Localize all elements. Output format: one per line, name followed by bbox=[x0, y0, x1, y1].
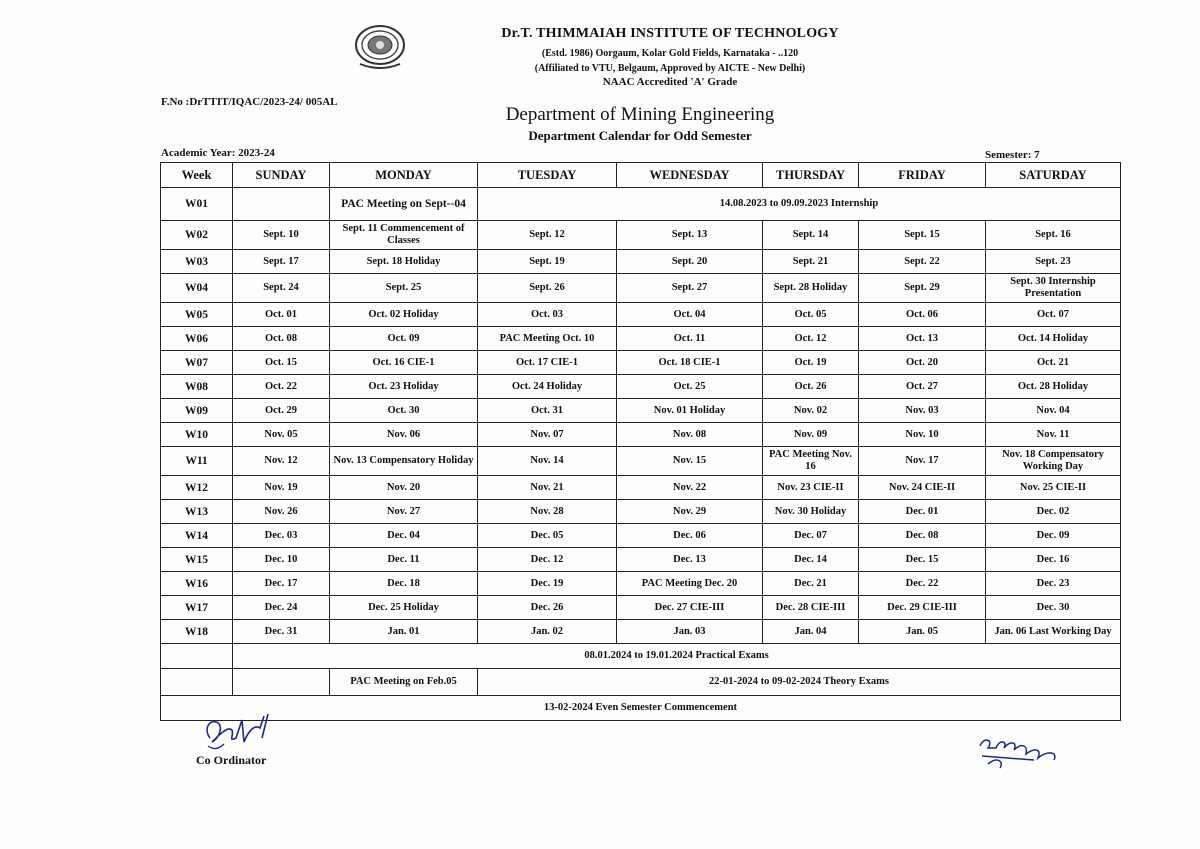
semester-label: Semester: 7 bbox=[985, 149, 1040, 161]
thursday-cell: Oct. 12 bbox=[763, 327, 859, 351]
saturday-cell: Oct. 21 bbox=[986, 351, 1121, 375]
friday-cell: Dec. 08 bbox=[859, 524, 986, 548]
sunday-cell: Dec. 24 bbox=[233, 596, 330, 620]
table-row bbox=[161, 423, 1121, 447]
thursday-cell: Sept. 21 bbox=[763, 250, 859, 274]
monday-cell: Oct. 16 CIE-1 bbox=[330, 351, 478, 375]
wednesday-cell: Sept. 13 bbox=[617, 221, 763, 250]
monday-cell: Dec. 18 bbox=[330, 572, 478, 596]
sunday-cell: Nov. 05 bbox=[233, 423, 330, 447]
saturday-cell: Oct. 07 bbox=[986, 303, 1121, 327]
thursday-cell: PAC Meeting Nov. 16 bbox=[763, 447, 859, 476]
tuesday-cell: Dec. 12 bbox=[478, 548, 617, 572]
table-row bbox=[161, 548, 1121, 572]
thursday-cell: Nov. 02 bbox=[763, 399, 859, 423]
tuesday-cell: Sept. 12 bbox=[478, 221, 617, 250]
sunday-cell: Nov. 19 bbox=[233, 476, 330, 500]
tuesday-cell: Nov. 07 bbox=[478, 423, 617, 447]
friday-cell: Sept. 15 bbox=[859, 221, 986, 250]
friday-cell: Oct. 27 bbox=[859, 375, 986, 399]
week-cell: W03 bbox=[161, 250, 233, 274]
sunday-cell: Oct. 22 bbox=[233, 375, 330, 399]
thursday-cell: Dec. 28 CIE-III bbox=[763, 596, 859, 620]
tuesday-cell: Jan. 02 bbox=[478, 620, 617, 644]
sunday-cell bbox=[233, 188, 330, 221]
monday-cell: PAC Meeting on Sept--04 bbox=[330, 188, 478, 221]
table-row bbox=[161, 274, 1121, 303]
table-row bbox=[161, 476, 1121, 500]
tuesday-cell: Dec. 26 bbox=[478, 596, 617, 620]
col-header-wednesday: WEDNESDAY bbox=[617, 163, 763, 188]
table-row bbox=[161, 399, 1121, 423]
wednesday-cell: Nov. 15 bbox=[617, 447, 763, 476]
table-row bbox=[161, 644, 1121, 669]
thursday-cell: Oct. 19 bbox=[763, 351, 859, 375]
saturday-cell: Dec. 23 bbox=[986, 572, 1121, 596]
friday-cell: Sept. 22 bbox=[859, 250, 986, 274]
table-row bbox=[161, 250, 1121, 274]
wednesday-cell: Sept. 27 bbox=[617, 274, 763, 303]
col-header-thursday: THURSDAY bbox=[763, 163, 859, 188]
tuesday-cell: PAC Meeting Oct. 10 bbox=[478, 327, 617, 351]
monday-cell: Nov. 27 bbox=[330, 500, 478, 524]
wednesday-cell: Nov. 29 bbox=[617, 500, 763, 524]
week-cell: W15 bbox=[161, 548, 233, 572]
institute-name: Dr.T. THIMMAIAH INSTITUTE OF TECHNOLOGY bbox=[501, 26, 839, 41]
week-cell: W14 bbox=[161, 524, 233, 548]
monday-cell: Oct. 30 bbox=[330, 399, 478, 423]
monday-cell: Sept. 18 Holiday bbox=[330, 250, 478, 274]
col-header-tuesday: TUESDAY bbox=[478, 163, 617, 188]
thursday-cell: Dec. 14 bbox=[763, 548, 859, 572]
friday-cell: Dec. 15 bbox=[859, 548, 986, 572]
week-cell: W07 bbox=[161, 351, 233, 375]
saturday-cell: Nov. 04 bbox=[986, 399, 1121, 423]
monday-cell: Oct. 02 Holiday bbox=[330, 303, 478, 327]
tuesday-cell: Sept. 26 bbox=[478, 274, 617, 303]
week-cell: W18 bbox=[161, 620, 233, 644]
institute-affiliation: (Affiliated to VTU, Belgaum, Approved by AICTE - New Delhi) bbox=[534, 63, 806, 74]
monday-cell: Dec. 11 bbox=[330, 548, 478, 572]
table-row bbox=[161, 221, 1121, 250]
friday-cell: Nov. 10 bbox=[859, 423, 986, 447]
wednesday-cell: Oct. 04 bbox=[617, 303, 763, 327]
friday-cell: Nov. 03 bbox=[859, 399, 986, 423]
thursday-cell: Dec. 21 bbox=[763, 572, 859, 596]
tuesday-cell: Oct. 31 bbox=[478, 399, 617, 423]
col-header-saturday: SATURDAY bbox=[986, 163, 1121, 188]
table-row bbox=[161, 669, 1121, 696]
thursday-cell: Sept. 28 Holiday bbox=[763, 274, 859, 303]
table-row bbox=[161, 524, 1121, 548]
sunday-cell bbox=[233, 669, 330, 696]
saturday-cell: Dec. 30 bbox=[986, 596, 1121, 620]
saturday-cell: Nov. 18 Compensatory Working Day bbox=[986, 447, 1121, 476]
thursday-cell: Nov. 23 CIE-II bbox=[763, 476, 859, 500]
table-row bbox=[161, 303, 1121, 327]
friday-cell: Oct. 13 bbox=[859, 327, 986, 351]
table-row bbox=[161, 375, 1121, 399]
tuesday-cell: Sept. 19 bbox=[478, 250, 617, 274]
monday-cell: Jan. 01 bbox=[330, 620, 478, 644]
practical-exams-cell: 08.01.2024 to 19.01.2024 Practical Exams bbox=[233, 644, 1121, 669]
monday-cell: Sept. 25 bbox=[330, 274, 478, 303]
thursday-cell: Jan. 04 bbox=[763, 620, 859, 644]
table-row bbox=[161, 572, 1121, 596]
tuesday-cell: Dec. 05 bbox=[478, 524, 617, 548]
saturday-cell: Dec. 02 bbox=[986, 500, 1121, 524]
wednesday-cell: Nov. 01 Holiday bbox=[617, 399, 763, 423]
sunday-cell: Oct. 29 bbox=[233, 399, 330, 423]
sunday-cell: Nov. 26 bbox=[233, 500, 330, 524]
friday-cell: Jan. 05 bbox=[859, 620, 986, 644]
monday-cell: Nov. 20 bbox=[330, 476, 478, 500]
thursday-cell: Oct. 05 bbox=[763, 303, 859, 327]
week-cell: W09 bbox=[161, 399, 233, 423]
monday-cell: Nov. 13 Compensatory Holiday bbox=[330, 447, 478, 476]
monday-cell: Nov. 06 bbox=[330, 423, 478, 447]
sunday-cell: Dec. 03 bbox=[233, 524, 330, 548]
calendar-table bbox=[160, 162, 1121, 721]
saturday-cell: Dec. 09 bbox=[986, 524, 1121, 548]
calendar-title: Department Calendar for Odd Semester bbox=[528, 128, 752, 143]
saturday-cell: Sept. 16 bbox=[986, 221, 1121, 250]
saturday-cell: Oct. 28 Holiday bbox=[986, 375, 1121, 399]
week-cell: W17 bbox=[161, 596, 233, 620]
coordinator-signature-icon bbox=[198, 708, 288, 756]
table-row bbox=[161, 620, 1121, 644]
wednesday-cell: Jan. 03 bbox=[617, 620, 763, 644]
department-title: Department of Mining Engineering bbox=[505, 104, 775, 125]
table-row bbox=[161, 188, 1121, 221]
tuesday-cell: Nov. 28 bbox=[478, 500, 617, 524]
wednesday-cell: Dec. 13 bbox=[617, 548, 763, 572]
col-header-week: Week bbox=[161, 163, 233, 188]
saturday-cell: Nov. 25 CIE-II bbox=[986, 476, 1121, 500]
thursday-cell: Dec. 07 bbox=[763, 524, 859, 548]
tuesday-cell: Oct. 03 bbox=[478, 303, 617, 327]
date-signature-icon bbox=[974, 732, 1066, 772]
monday-cell: Dec. 04 bbox=[330, 524, 478, 548]
sunday-cell: Dec. 31 bbox=[233, 620, 330, 644]
week-cell bbox=[161, 644, 233, 669]
coordinator-label: Co Ordinator bbox=[196, 753, 267, 767]
sunday-cell: Oct. 15 bbox=[233, 351, 330, 375]
institute-address: (Estd. 1986) Oorgaum, Kolar Gold Fields, Karnataka - ..120 bbox=[541, 48, 799, 59]
calendar-body bbox=[161, 221, 1121, 644]
table-row bbox=[161, 596, 1121, 620]
theory-exams-cell: 22-01-2024 to 09-02-2024 Theory Exams bbox=[478, 669, 1121, 696]
wednesday-cell: Nov. 08 bbox=[617, 423, 763, 447]
even-semester-cell: 13-02-2024 Even Semester Commencement bbox=[161, 696, 1121, 721]
institute-accreditation: NAAC Accredited 'A' Grade bbox=[602, 76, 738, 88]
table-row bbox=[161, 447, 1121, 476]
sunday-cell: Oct. 01 bbox=[233, 303, 330, 327]
friday-cell: Sept. 29 bbox=[859, 274, 986, 303]
saturday-cell: Jan. 06 Last Working Day bbox=[986, 620, 1121, 644]
week-cell: W13 bbox=[161, 500, 233, 524]
friday-cell: Oct. 20 bbox=[859, 351, 986, 375]
week-cell: W12 bbox=[161, 476, 233, 500]
week-cell: W02 bbox=[161, 221, 233, 250]
pac-meeting-feb-cell: PAC Meeting on Feb.05 bbox=[330, 669, 478, 696]
wednesday-cell: Oct. 25 bbox=[617, 375, 763, 399]
table-row bbox=[161, 696, 1121, 721]
tuesday-cell: Nov. 21 bbox=[478, 476, 617, 500]
wednesday-cell: Sept. 20 bbox=[617, 250, 763, 274]
thursday-cell: Nov. 09 bbox=[763, 423, 859, 447]
friday-cell: Nov. 17 bbox=[859, 447, 986, 476]
wednesday-cell: Nov. 22 bbox=[617, 476, 763, 500]
saturday-cell: Sept. 23 bbox=[986, 250, 1121, 274]
monday-cell: Oct. 23 Holiday bbox=[330, 375, 478, 399]
wednesday-cell: Oct. 18 CIE-1 bbox=[617, 351, 763, 375]
wednesday-cell: PAC Meeting Dec. 20 bbox=[617, 572, 763, 596]
thursday-cell: Sept. 14 bbox=[763, 221, 859, 250]
week-cell: W05 bbox=[161, 303, 233, 327]
friday-cell: Dec. 22 bbox=[859, 572, 986, 596]
monday-cell: Sept. 11 Commencement of Classes bbox=[330, 221, 478, 250]
week-cell: W08 bbox=[161, 375, 233, 399]
friday-cell: Dec. 29 CIE-III bbox=[859, 596, 986, 620]
week-cell: W11 bbox=[161, 447, 233, 476]
tuesday-cell: Oct. 17 CIE-1 bbox=[478, 351, 617, 375]
file-number: F.No :DrTTIT/IQAC/2023-24/ 005AL bbox=[161, 96, 338, 108]
table-row bbox=[161, 327, 1121, 351]
wednesday-cell: Oct. 11 bbox=[617, 327, 763, 351]
saturday-cell: Nov. 11 bbox=[986, 423, 1121, 447]
friday-cell: Nov. 24 CIE-II bbox=[859, 476, 986, 500]
monday-cell: Oct. 09 bbox=[330, 327, 478, 351]
week-cell bbox=[161, 669, 233, 696]
institute-logo-icon bbox=[352, 24, 408, 70]
internship-span-cell: 14.08.2023 to 09.09.2023 Internship bbox=[478, 188, 1121, 221]
saturday-cell: Sept. 30 Internship Presentation bbox=[986, 274, 1121, 303]
academic-year: Academic Year: 2023-24 bbox=[161, 147, 275, 159]
wednesday-cell: Dec. 06 bbox=[617, 524, 763, 548]
week-cell: W10 bbox=[161, 423, 233, 447]
wednesday-cell: Dec. 27 CIE-III bbox=[617, 596, 763, 620]
thursday-cell: Oct. 26 bbox=[763, 375, 859, 399]
week-cell: W06 bbox=[161, 327, 233, 351]
table-header-row bbox=[161, 163, 1121, 188]
monday-cell: Dec. 25 Holiday bbox=[330, 596, 478, 620]
sunday-cell: Sept. 10 bbox=[233, 221, 330, 250]
sunday-cell: Dec. 17 bbox=[233, 572, 330, 596]
week-cell: W16 bbox=[161, 572, 233, 596]
friday-cell: Dec. 01 bbox=[859, 500, 986, 524]
sunday-cell: Sept. 24 bbox=[233, 274, 330, 303]
col-header-monday: MONDAY bbox=[330, 163, 478, 188]
sunday-cell: Dec. 10 bbox=[233, 548, 330, 572]
table-row bbox=[161, 500, 1121, 524]
sunday-cell: Nov. 12 bbox=[233, 447, 330, 476]
thursday-cell: Nov. 30 Holiday bbox=[763, 500, 859, 524]
col-header-friday: FRIDAY bbox=[859, 163, 986, 188]
table-row bbox=[161, 351, 1121, 375]
sunday-cell: Sept. 17 bbox=[233, 250, 330, 274]
week-cell: W01 bbox=[161, 188, 233, 221]
week-cell: W04 bbox=[161, 274, 233, 303]
col-header-sunday: SUNDAY bbox=[233, 163, 330, 188]
tuesday-cell: Dec. 19 bbox=[478, 572, 617, 596]
tuesday-cell: Oct. 24 Holiday bbox=[478, 375, 617, 399]
friday-cell: Oct. 06 bbox=[859, 303, 986, 327]
sunday-cell: Oct. 08 bbox=[233, 327, 330, 351]
tuesday-cell: Nov. 14 bbox=[478, 447, 617, 476]
saturday-cell: Dec. 16 bbox=[986, 548, 1121, 572]
saturday-cell: Oct. 14 Holiday bbox=[986, 327, 1121, 351]
